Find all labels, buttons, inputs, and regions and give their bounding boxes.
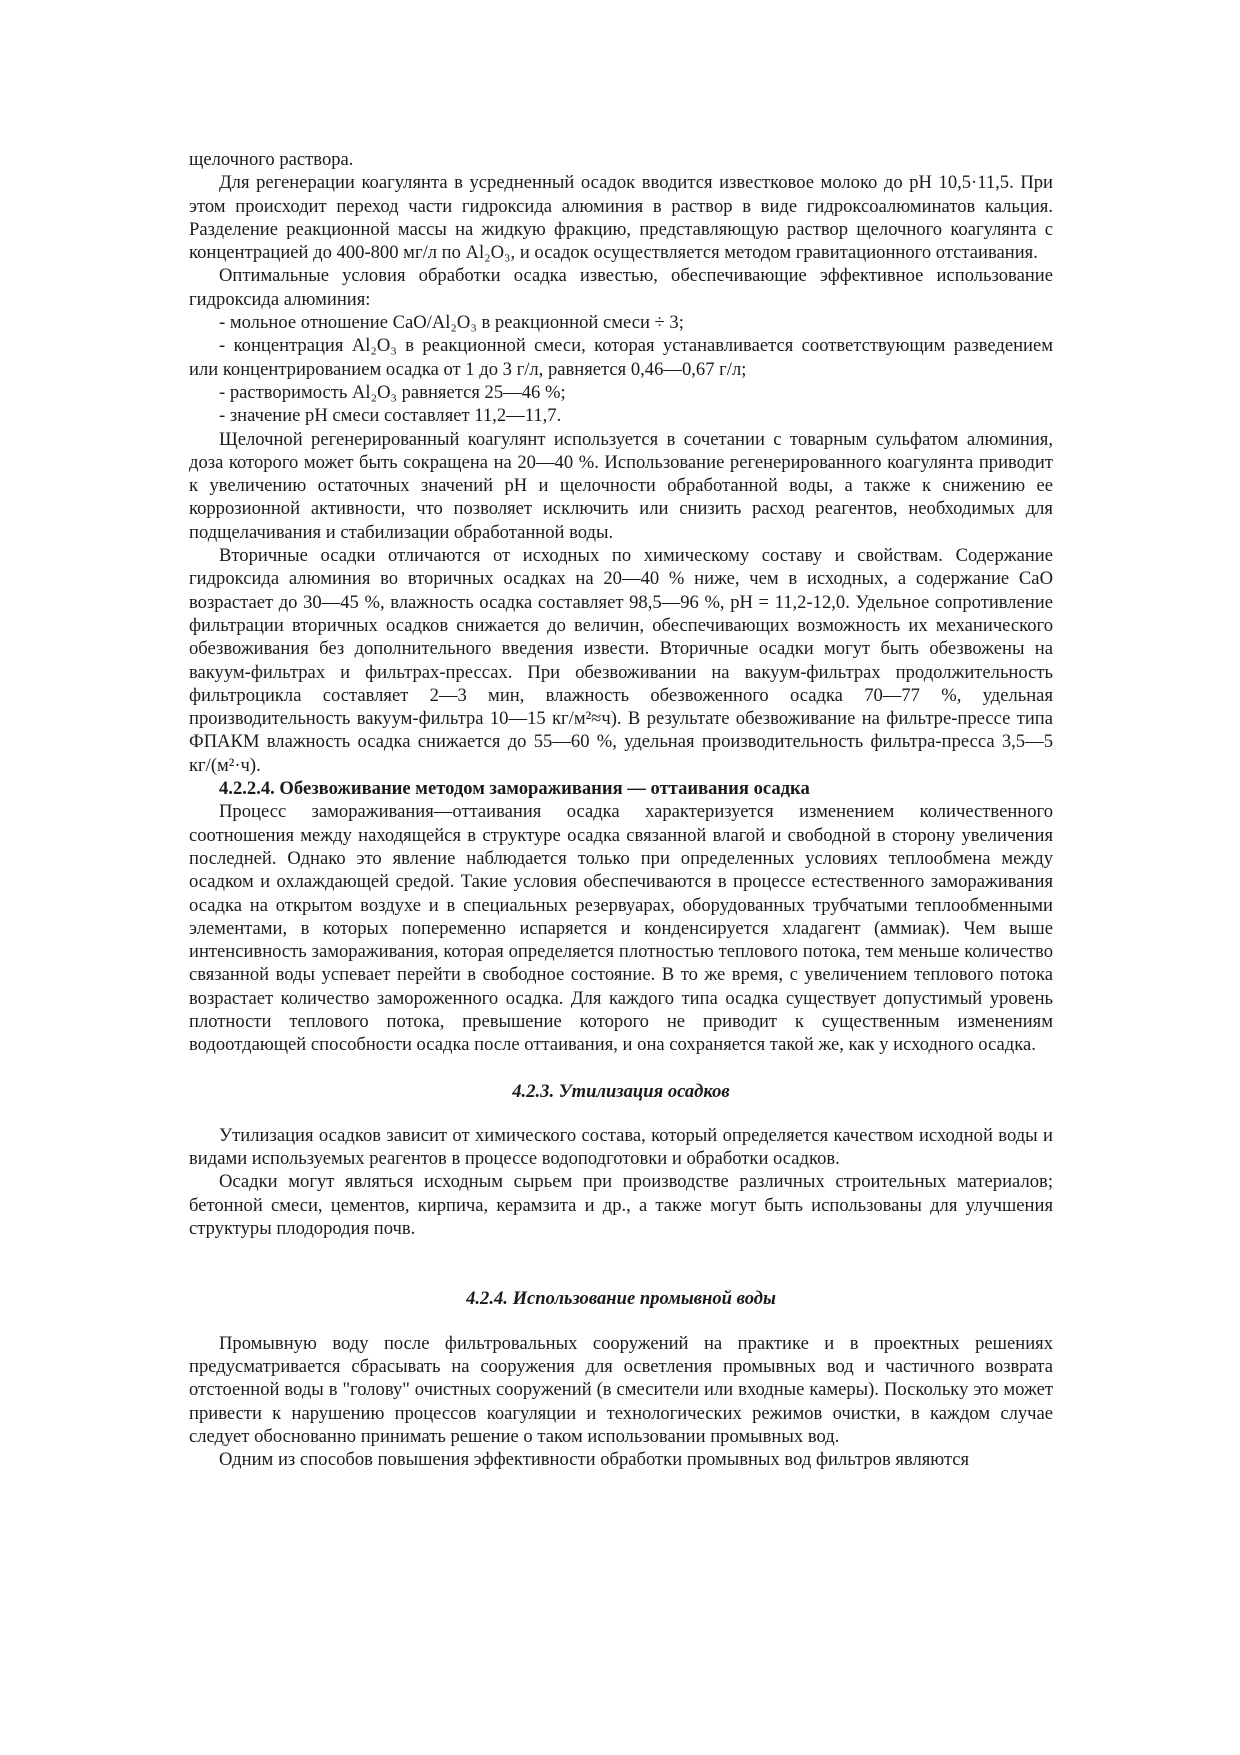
document-page <box>189 148 1053 1471</box>
section-heading-4-2-3: 4.2.3. Утилизация осадков <box>512 1080 730 1102</box>
section-heading-4-2-4: 4.2.4. Использование промывной воды <box>466 1288 776 1310</box>
paragraph-secondary-sludge: Вторичные осадки отличаются от исходных по химическому составу и свойствам. Содержание гидроксида алюминия во вторичных осадках на 20—40 % ниже, чем в исходных, а содержание CaO возрастает до 30—45 %, влажность осадка составляет 98,5—96 %, pH = 11,2-12,0. Удельное сопротивление фильтрации вторичных осадков снижается до величин, обеспечивающих возможность их механического обезвоживания без дополнительного введения извести. Вторичные осадки могут быть обезвожены на вакуум-фильтрах и фильтрах-прессах. При обезвоживании на вакуум-фильтрах продолжительность фильтроцикла составляет 2—3 мин, влажность обезвоженного осадка 70—77 %, удельная производительность вакуум-фильтра 10—15 кг/м²≈ч). В результате обезвоживание на фильтре-прессе типа ФПАКМ влажность осадка снижается до 55—60 %, удельная производительность фильтра-пресса 3,5—5 кг/(м²·ч). <box>189 545 1053 776</box>
paragraph-continuation: щелочного раствора. <box>189 149 354 170</box>
list-item-solubility: - растворимость Al₂O₃ равняется 25—46 %; <box>219 381 566 403</box>
list-item-molar-ratio: - мольное отношение CaO/Al₂O₃ в реакционной смеси ÷ 3; <box>219 312 684 334</box>
paragraph-alkaline-coagulant: Щелочной регенерированный коагулянт используется в сочетании с товарным сульфатом алюминия, доза которого может быть сокращена на 20—40 %. Использование регенерированного коагулянта приводит к увеличению остаточных значений pH и щелочности обработанной воды, а также к снижению ее коррозионной активности, что позволяет исключить или снизить расход реагентов, необходимых для подщелачивания и стабилизации обработанной воды. <box>189 428 1053 543</box>
paragraph-sludge-utilization: Утилизация осадков зависит от химического состава, который определяется качеством исходной воды и видами используемых реагентов в процессе водоподготовки и обработки осадков. <box>189 1124 1053 1170</box>
paragraph-freezing-thawing: Процесс замораживания—оттаивания осадка характеризуется изменением количественного соотношения между находящейся в структуре осадка связанной влагой и свободной в сторону увеличения последней. Однако это явление наблюдается только при определенных условиях теплообмена между осадком и охлаждающей средой. Такие условия обеспечиваются в процессе естественного замораживания осадка на открытом воздухе и в специальных резервуарах, оборудованных трубчатыми теплообменными элементами, в которых попеременно испаряется и конденсируется хладагент (аммиак). Чем выше интенсивность замораживания, которая определяется плотностью теплового потока, тем меньше количество связанной воды успевает перейти в свободное состояние. В то же время, с увеличением теплового потока возрастает количество замороженного осадка. Для каждого типа осадка существует допустимый уровень плотности теплового потока, превышение которого не приводит к существенным изменениям водоотдающей способности осадка после оттаивания, и она сохраняется такой же, как у исходного осадка. <box>189 801 1053 1056</box>
paragraph-building-materials: Осадки могут являться исходным сырьем при производстве различных строительных материалов; бетонной смеси, цементов, кирпича, керамзита и др., а также могут быть использованы для улучшения структуры плодородия почв. <box>189 1171 1053 1240</box>
list-item-concentration: - концентрация Al₂O₃ в реакционной смеси, которая устанавливается соответствующим разведением или концентрированием осадка от 1 до 3 г/л, равняется 0,46—0,67 г/л; <box>189 335 1053 380</box>
paragraph-optimal-conditions: Оптимальные условия обработки осадка известью, обеспечивающие эффективное использование гидроксида алюминия: <box>189 265 1053 310</box>
subsection-heading-4-2-2-4: 4.2.2.4. Обезвоживание методом замораживания — оттаивания осадка <box>219 778 810 800</box>
list-item-ph: - значение pH смеси составляет 11,2—11,7. <box>219 405 562 427</box>
paragraph-wash-water: Промывную воду после фильтровальных сооружений на практике и в проектных решениях предусматривается сбрасывать на сооружения для осветления промывных вод и частичного возврата отстоенной воды в "голову" очистных сооружений (в смесители или входные камеры). Поскольку это может привести к нарушению процессов коагуляции и технологических режимов очистки, в каждом случае следует обоснованно принимать решение о таком использовании промывных вод. <box>189 1332 1053 1447</box>
paragraph-wash-water-methods: Одним из способов повышения эффективности обработки промывных вод фильтров являются <box>219 1449 970 1471</box>
paragraph-coagulant-regeneration: Для регенерации коагулянта в усредненный осадок вводится известковое молоко до pH 10,5·11,5. При этом происходит переход части гидроксида алюминия в раствор в виде гидроксоалюминатов кальция. Разделение реакционной массы на жидкую фракцию, представляющую раствор щелочного коагулянта с концентрацией до 400-800 мг/л по Al₂O₃, и осадок осуществляется методом гравитационного отстаивания. <box>189 172 1053 264</box>
